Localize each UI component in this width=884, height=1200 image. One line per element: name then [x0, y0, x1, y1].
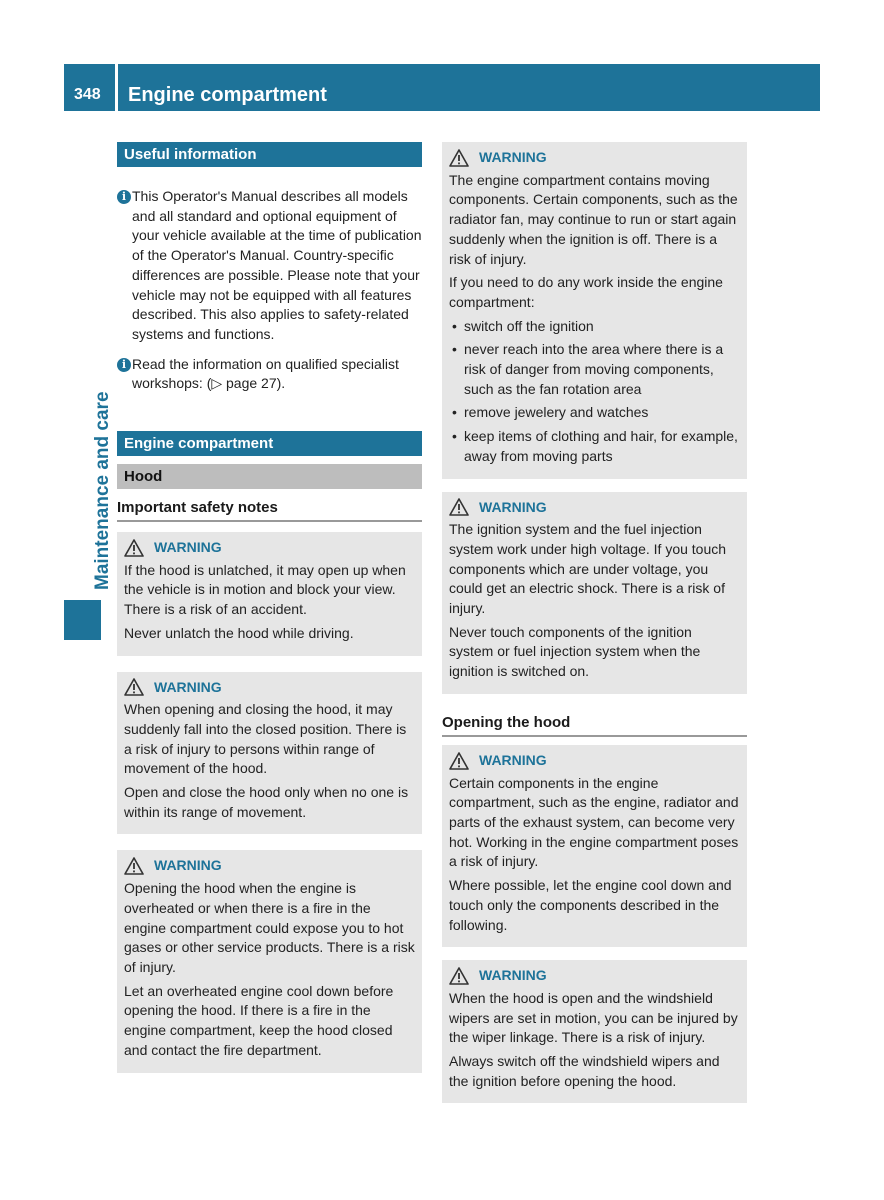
info-note	[117, 355, 422, 394]
warning-text: If you need to do any work inside the engine compartment:	[449, 274, 723, 310]
warning-text: Always switch off the windshield wipers and the ignition before opening the hood.	[449, 1053, 720, 1089]
page-title: Engine compartment	[128, 84, 327, 106]
warning-text: Open and close the hood only when no one is within its range of movement.	[124, 784, 409, 820]
warning-text: Let an overheated engine cool down before opening the hood. If there is a fire in the engine compartment, keep the hood closed and contact the fire department.	[124, 982, 394, 1058]
warning-label: WARNING	[479, 967, 547, 984]
warning-bullet-list	[449, 317, 740, 467]
left-column	[117, 142, 422, 1073]
opening-hood-heading: Opening the hood	[442, 714, 747, 737]
warning-icon	[124, 539, 144, 557]
warning-label: WARNING	[154, 857, 222, 874]
warning-text: When opening and closing the hood, it may suddenly fall into the closed position. There is a risk of injury to persons within range of movement of the hood.	[124, 701, 407, 777]
warning-icon	[449, 967, 469, 985]
warning-text: The ignition system and the fuel injection system work under high voltage. If you touch components which are under voltage, you could get an electric shock. There is a risk of injury.	[449, 521, 727, 617]
warning-box	[442, 960, 747, 1103]
warning-label: WARNING	[479, 498, 547, 515]
useful-info-title: Useful information	[117, 142, 422, 167]
warning-text: If the hood is unlatched, it may open up when the vehicle is in motion and block your view. There is a risk of an accident.	[124, 561, 406, 618]
side-tab-marker	[64, 600, 101, 640]
warning-icon	[124, 678, 144, 696]
warning-icon	[449, 149, 469, 167]
warning-box	[117, 850, 422, 1072]
side-section-label: Maintenance and care	[92, 391, 113, 590]
warning-label: WARNING	[479, 149, 547, 165]
info-icon: i	[117, 358, 131, 372]
warning-box	[442, 142, 747, 479]
warning-text: Where possible, let the engine cool down and touch only the components described in the following.	[449, 877, 732, 933]
list-item: • remove jewelery and watches	[449, 403, 740, 423]
info-icon: i	[117, 190, 131, 204]
safety-notes-heading: Important safety notes	[117, 499, 422, 522]
list-item: • keep items of clothing and hair, for example, away from moving parts	[449, 427, 740, 466]
warning-box	[442, 492, 747, 694]
warning-text: The engine compartment contains moving components. Certain components, such as the radiator fan, may continue to run or start again suddenly when the ignition is off. There is a risk of injury.	[449, 171, 738, 267]
warning-icon	[449, 498, 469, 516]
warning-icon	[124, 857, 144, 875]
warning-text: Never touch components of the ignition system or fuel injection system when the ignition is switched on.	[449, 623, 701, 680]
hood-subsection-title: Hood	[117, 464, 422, 489]
list-item: • never reach into the area where there is a risk of danger from moving components, such as the fan rotation area	[449, 340, 740, 399]
right-column	[442, 142, 747, 1103]
page-number: 348	[74, 86, 101, 103]
warning-text: Certain components in the engine compartment, such as the engine, radiator and parts of the exhaust system, can become very hot. Working in the engine compartment poses a risk of injury.	[449, 774, 739, 870]
warning-text: When the hood is open and the windshield wipers are set in motion, you can be injured by the wiper linkage. There is a risk of injury.	[449, 989, 738, 1046]
warning-text: Opening the hood when the engine is overheated or when there is a fire in the engine compartment could expose you to hot gases or other service products. There is a risk of injury.	[124, 880, 415, 975]
list-item: • switch off the ignition	[449, 317, 740, 337]
info-text: This Operator's Manual describes all models and all standard and optional equipment of your vehicle available at the time of publication of the Operator's Manual. Country-specific differences are possible. Please note that your vehicle may not be equipped with all features described. This also applies to safety-related systems and functions.	[132, 188, 422, 342]
warning-text: Never unlatch the hood while driving.	[124, 624, 354, 641]
warning-label: WARNING	[479, 751, 547, 768]
warning-label: WARNING	[154, 678, 222, 695]
info-text: Read the information on qualified specialist workshops: (▷ page 27).	[132, 355, 399, 392]
warning-box	[442, 745, 747, 947]
warning-icon	[449, 752, 469, 770]
warning-label: WARNING	[154, 539, 222, 556]
engine-compartment-title: Engine compartment	[117, 431, 422, 456]
header-divider	[115, 64, 118, 111]
warning-box	[117, 672, 422, 835]
info-note	[117, 187, 422, 345]
warning-box	[117, 532, 422, 656]
